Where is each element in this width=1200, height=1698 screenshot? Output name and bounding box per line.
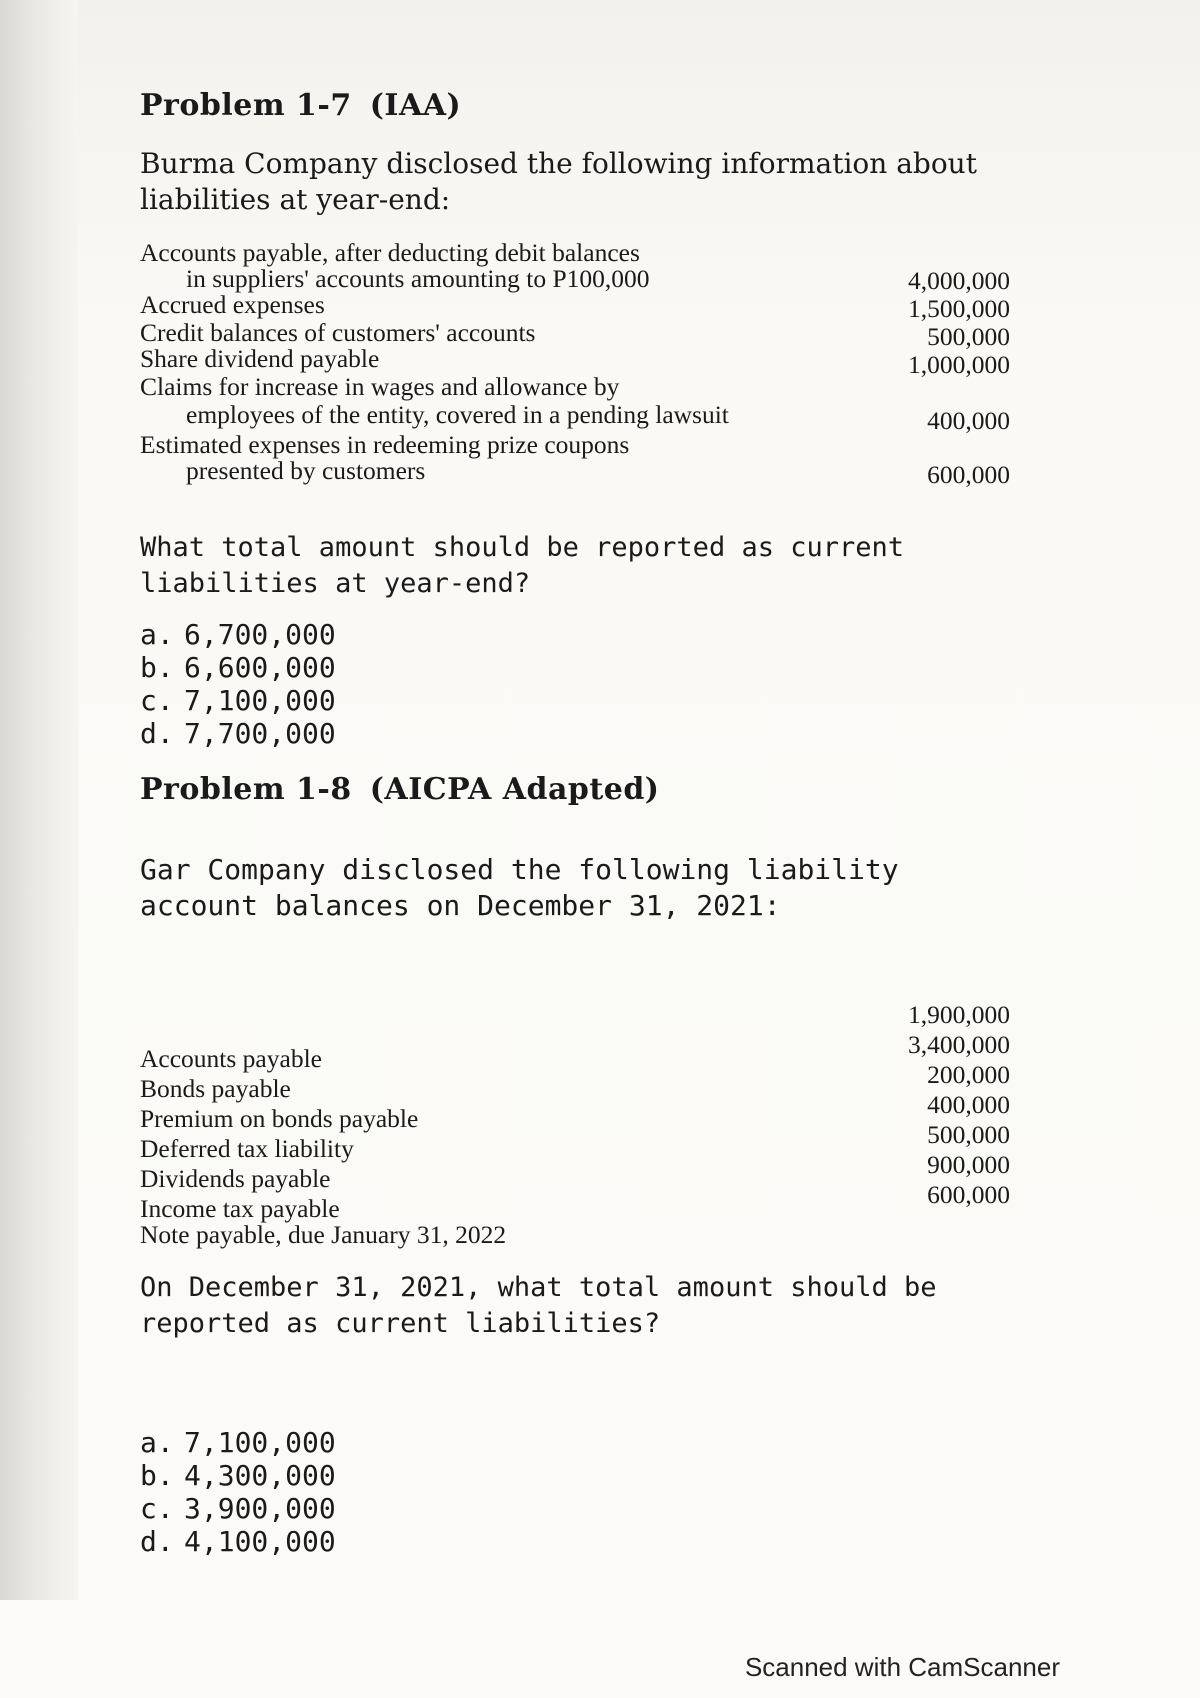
problem-1-7-choices (140, 618, 1010, 750)
ledger-amount: 900,000 (927, 1150, 1010, 1179)
ledger-amount: 600,000 (927, 460, 1010, 489)
problem-1-8-intro: Gar Company disclosed the following liability account balances on December 31, 2021: (140, 853, 899, 922)
ledger-label: Claims for increase in wages and allowance by (140, 372, 620, 401)
ledger-amount: 4,000,000 (908, 266, 1010, 295)
ledger-label: Accounts payable (140, 1044, 322, 1073)
ledger-amount: 600,000 (927, 1180, 1010, 1209)
ledger-amount: 3,400,000 (908, 1030, 1010, 1059)
ledger-label: Bonds payable (140, 1074, 291, 1103)
ledger-amount: 1,000,000 (908, 350, 1010, 379)
ledger-label: Share dividend payable (140, 344, 380, 373)
ledger-label: Note payable, due January 31, 2022 (140, 1220, 507, 1249)
ledger-amount: 1,500,000 (908, 294, 1010, 323)
problem-1-7-heading (140, 88, 1010, 123)
problem-1-7-ledger (140, 238, 1010, 508)
ledger-label: in suppliers' accounts amounting to P100,000 (186, 264, 650, 293)
choice-a[interactable]: a. 7,100,000 (140, 1426, 336, 1459)
ledger-amount: 400,000 (927, 1090, 1010, 1119)
ledger-amount: 1,900,000 (908, 1000, 1010, 1029)
problem-title (140, 772, 1010, 807)
problem-1-8-heading (140, 772, 1010, 807)
problem-number: Problem 1-7 (140, 88, 352, 123)
choice-b[interactable]: b. 4,300,000 (140, 1459, 336, 1492)
ledger-label: Credit balances of customers' accounts (140, 318, 536, 347)
problem-title (140, 88, 1010, 123)
ledger-amount: 500,000 (927, 1120, 1010, 1149)
problem-1-7-intro: Burma Company disclosed the following information about liabilities at year-end: (140, 147, 977, 216)
ledger-label: Accounts payable, after deducting debit balances (140, 238, 640, 267)
ledger-amount: 200,000 (927, 1060, 1010, 1089)
ledger-label: presented by customers (186, 456, 426, 485)
problem-1-8-choices (140, 1426, 1010, 1558)
ledger-label: Deferred tax liability (140, 1134, 354, 1163)
problem-number: Problem 1-8 (140, 772, 352, 807)
problem-source: (AICPA Adapted) (369, 772, 660, 807)
camscanner-watermark: Scanned with CamScanner (744, 1652, 1060, 1682)
ledger-label: Income tax payable (140, 1194, 340, 1223)
problem-1-7-question: What total amount should be reported as current liabilities at year-end? (140, 532, 905, 599)
choice-c[interactable]: c. 7,100,000 (140, 684, 336, 717)
problem-1-8-question: On December 31, 2021, what total amount should be reported as current liabilities? (140, 1272, 937, 1339)
ledger-label: Estimated expenses in redeeming prize coupons (140, 430, 630, 459)
choice-c[interactable]: c. 3,900,000 (140, 1492, 336, 1525)
ledger-amount: 500,000 (927, 322, 1010, 351)
ledger-label: employees of the entity, covered in a pending lawsuit (186, 400, 729, 429)
choice-b[interactable]: b. 6,600,000 (140, 651, 336, 684)
ledger-label: Premium on bonds payable (140, 1104, 419, 1133)
ledger-amount: 400,000 (927, 406, 1010, 435)
ledger-label: Dividends payable (140, 1164, 331, 1193)
choice-d[interactable]: d. 7,700,000 (140, 717, 336, 750)
problem-1-8-ledger (140, 1000, 1010, 1250)
choice-d[interactable]: d. 4,100,000 (140, 1525, 336, 1558)
problem-source: (IAA) (369, 88, 462, 123)
ledger-label: Accrued expenses (140, 290, 325, 319)
choice-a[interactable]: a. 6,700,000 (140, 618, 336, 651)
